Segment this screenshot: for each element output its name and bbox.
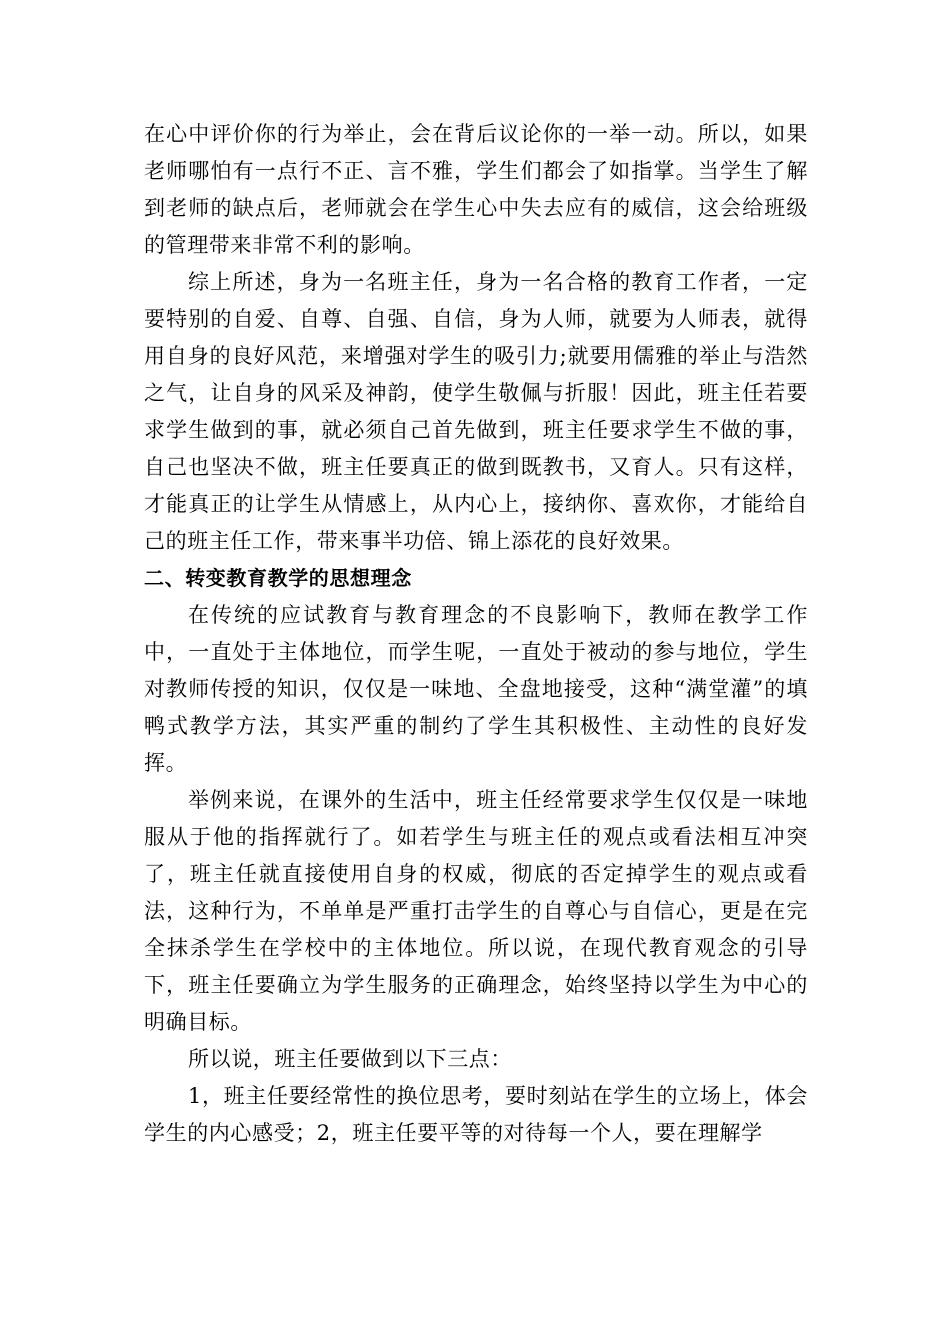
paragraph-summary: 综上所述，身为一名班主任，身为一名合格的教育工作者，一定要特别的自爱、自尊、自强、自信，身为人师，就要为人师表，就得用自身的良好风范，来增强对学生的吸引力;就要用儒雅的举止与浩然之气，让自身的风采及神韵，使学生敬佩与折服！因此，班主任若要求学生做到的事，就必须自己首先做到，班主任要求学生不做的事，自己也坚决不做，班主任要真正的做到既教书，又育人。只有这样，才能真正的让学生从情感上，从内心上，接纳你、喜欢你，才能给自己的班主任工作，带来事半功倍、锦上添花的良好效果。	[144, 270, 808, 553]
document-body	[144, 116, 808, 1152]
paragraph-continued: 在心中评价你的行为举止，会在背后议论你的一举一动。所以，如果老师哪怕有一点行不正、言不雅，学生们都会了如指掌。当学生了解到老师的缺点后，老师就会在学生心中失去应有的威信，这会给班级的管理带来非常不利的影响。	[144, 122, 808, 257]
paragraph-three-points-intro: 所以说，班主任要做到以下三点：	[188, 1047, 512, 1071]
section-heading: 二、转变教育教学的思想理念	[144, 566, 412, 590]
paragraph-example: 举例来说，在课外的生活中，班主任经常要求学生仅仅是一味地服从于他的指挥就行了。如若学生与班主任的观点或看法相互冲突了，班主任就直接使用自身的权威，彻底的否定掉学生的观点或看法，这种行为，不单单是严重打击学生的自尊心与自信心，更是在完全抹杀学生在学校中的主体地位。所以说，在现代教育观念的引导下，班主任要确立为学生服务的正确理念，始终坚持以学生为中心的明确目标。	[144, 788, 808, 1034]
paragraph-points-list: 1，班主任要经常性的换位思考，要时刻站在学生的立场上，体会学生的内心感受；2，班主任要平等的对待每一个人，要在理解学	[144, 1084, 808, 1145]
paragraph-traditional-education: 在传统的应试教育与教育理念的不良影响下，教师在教学工作中，一直处于主体地位，而学生呢，一直处于被动的参与地位，学生对教师传授的知识，仅仅是一味地、全盘地接受，这种“满堂灌”的填鸭式教学方法，其实严重的制约了学生其积极性、主动性的良好发挥。	[144, 603, 808, 775]
